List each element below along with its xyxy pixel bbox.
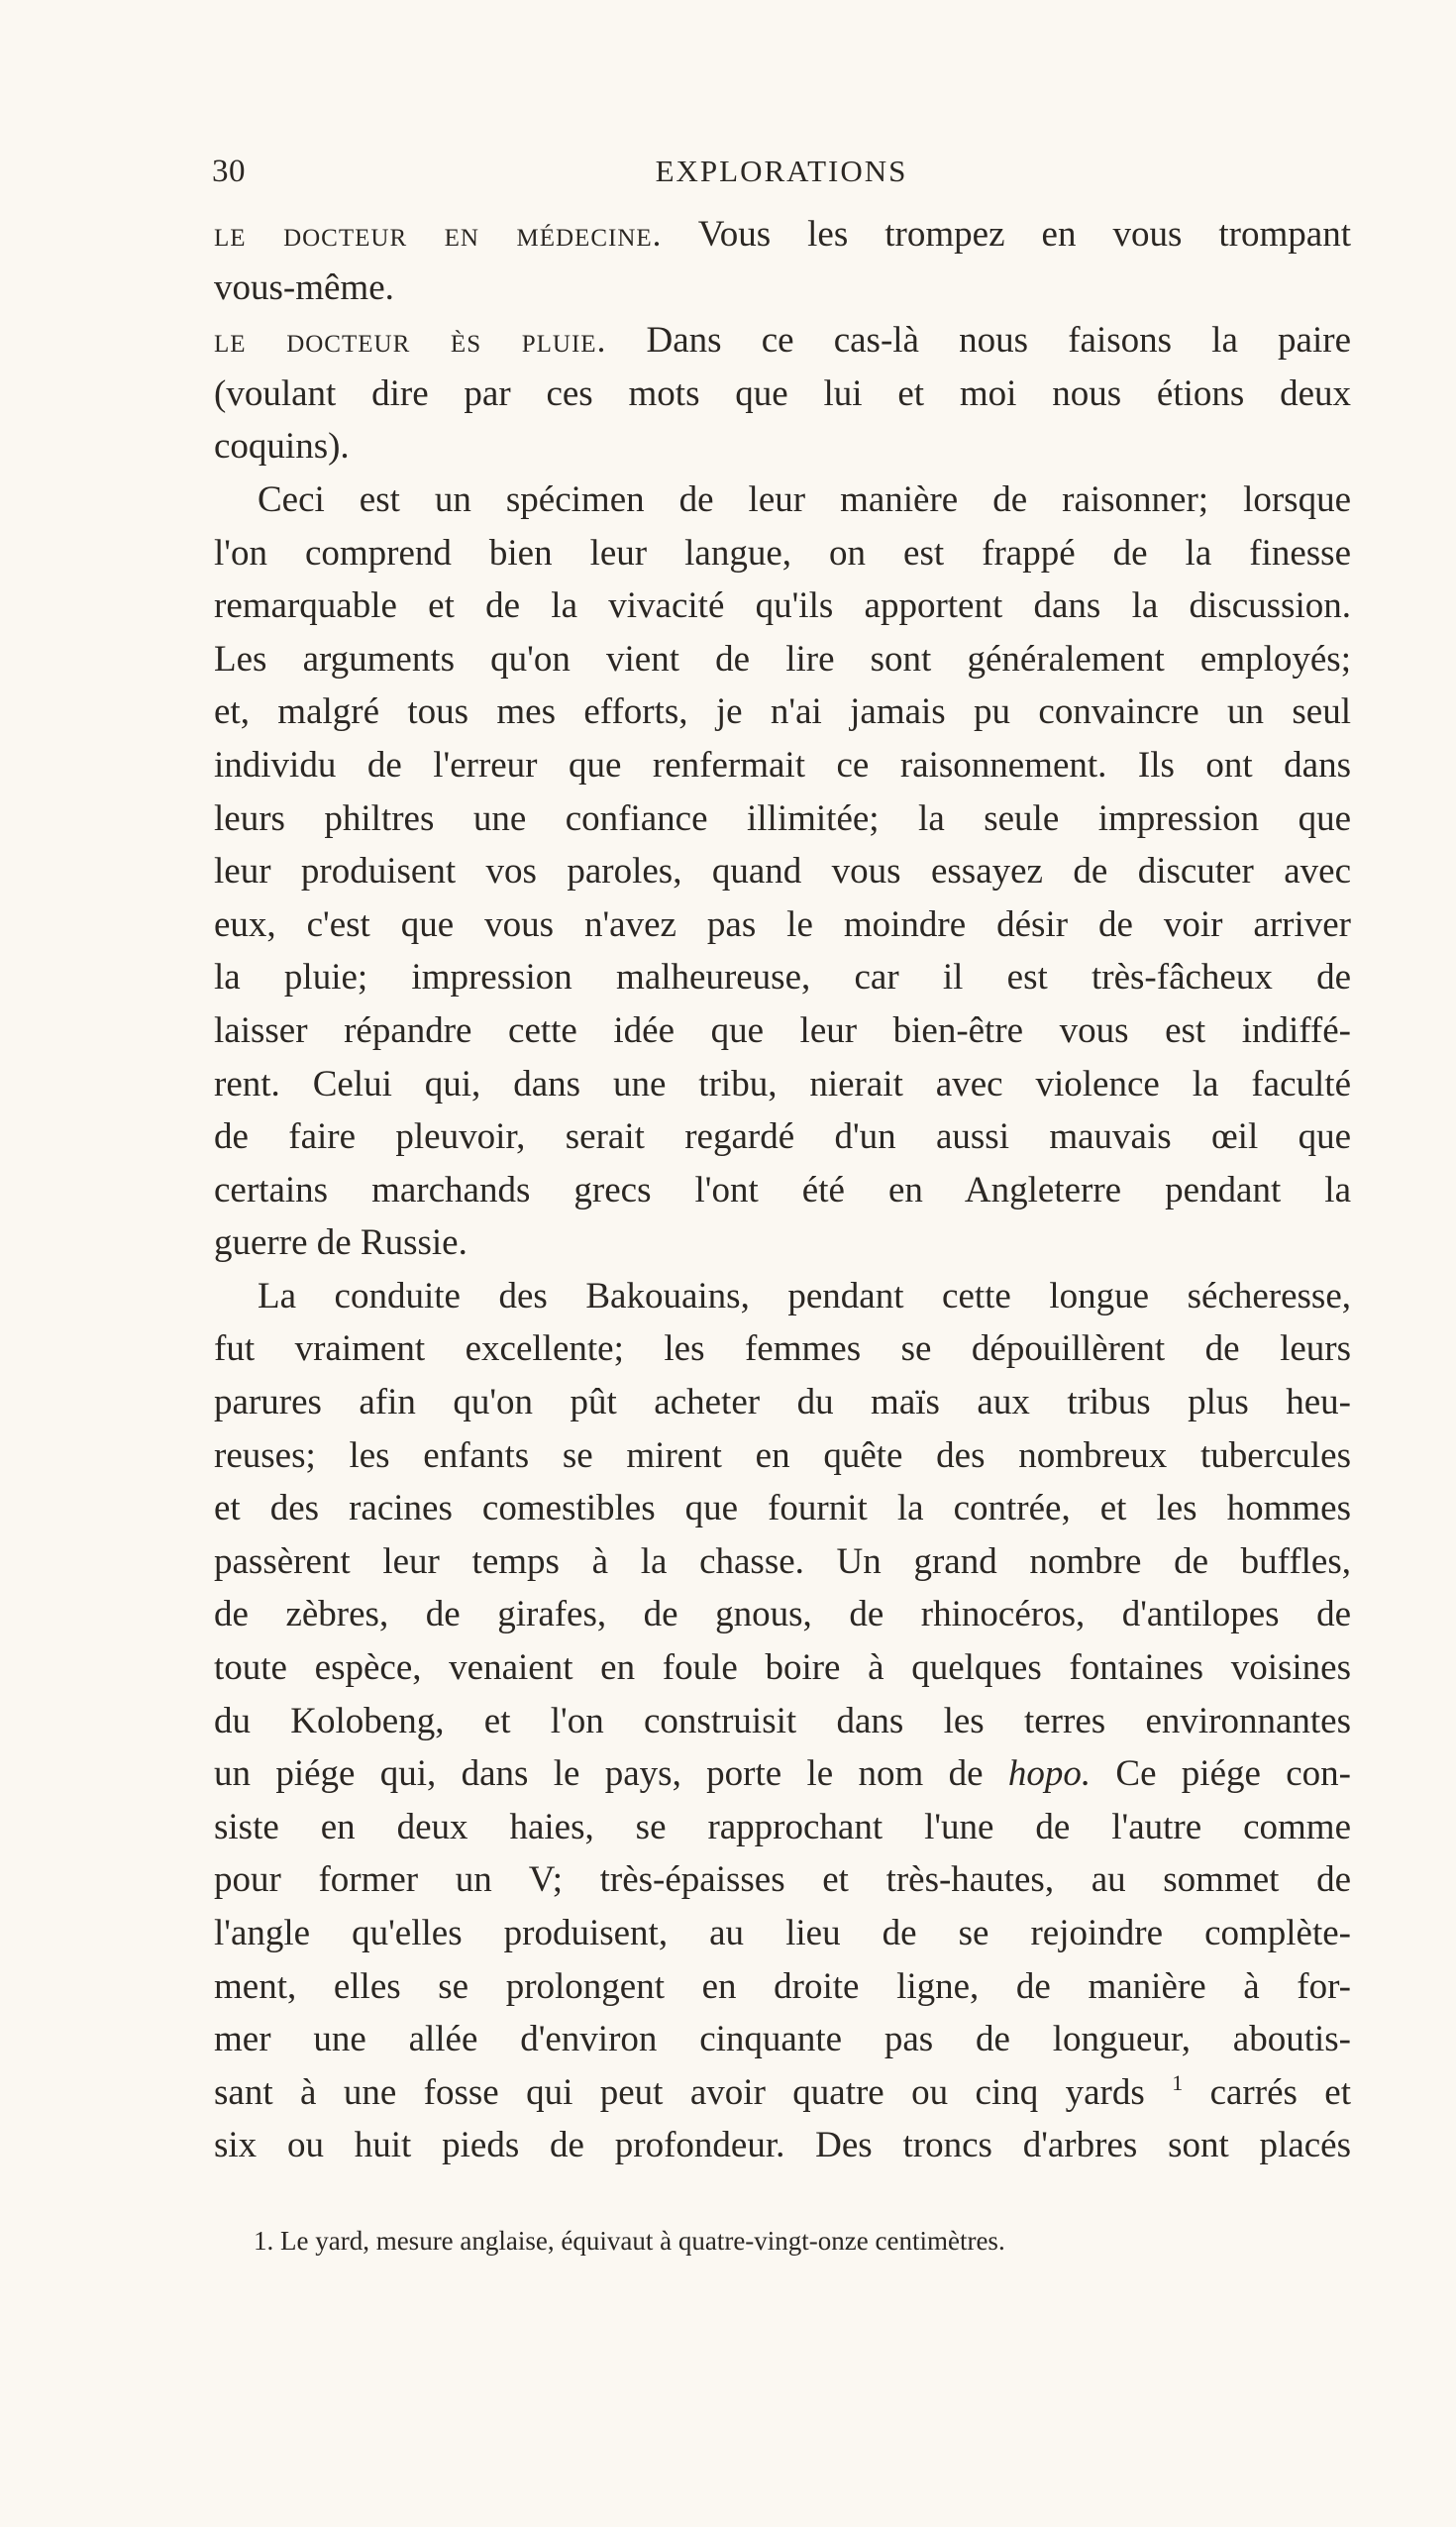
text-line: la pluie; impression malheureuse, car il est très-fâcheux de xyxy=(214,957,1351,999)
text-line: (voulant dire par ces mots que lui et moi nous étions deux xyxy=(214,372,1351,414)
dialogue-text: Dans ce cas-là nous faisons la paire xyxy=(606,320,1351,362)
text-segment: un piége qui, dans le pays, porte le nom de xyxy=(214,1753,1008,1795)
dialogue-text: Vous les trompez en vous trompant xyxy=(662,214,1351,255)
text-line: leurs philtres une confiance illimitée; la seule impression que xyxy=(214,797,1351,839)
text-line: guerre de Russie. xyxy=(214,1222,468,1264)
text-line: certains marchands grecs l'ont été en Angleterre pendant la xyxy=(214,1169,1351,1211)
text-line: Ceci est un spécimen de leur manière de raisonner; lorsque xyxy=(258,478,1351,520)
speaker-label: le docteur ès pluie. xyxy=(214,321,607,361)
text-line: vous-même. xyxy=(214,266,394,308)
text-line: parures afin qu'on pût acheter du maïs aux tribus plus heu- xyxy=(214,1382,1351,1423)
text-line: leur produisent vos paroles, quand vous essayez de discuter avec xyxy=(214,851,1351,893)
text-line: de faire pleuvoir, serait regardé d'un aussi mauvais œil que xyxy=(214,1116,1351,1158)
running-title: EXPLORATIONS xyxy=(655,154,908,188)
text-line: rent. Celui qui, dans une tribu, nierait avec violence la faculté xyxy=(214,1063,1351,1105)
italic-term: hopo. xyxy=(1007,1753,1092,1795)
text-line: remarquable et de la vivacité qu'ils apportent dans la discussion. xyxy=(214,585,1351,627)
text-line: laisser répandre cette idée que leur bien-être vous est indiffé- xyxy=(214,1009,1351,1051)
text-line: siste en deux haies, se rapprochant l'une de l'autre comme xyxy=(214,1806,1351,1847)
text-line xyxy=(214,2066,1351,2120)
body-text xyxy=(214,208,1351,2172)
text-line: toute espèce, venaient en foule boire à quelques fontaines voisines xyxy=(214,1647,1351,1689)
text-line: six ou huit pieds de profondeur. Des troncs d'arbres sont placés xyxy=(214,2125,1351,2166)
text-line: fut vraiment excellente; les femmes se dépouillèrent de leurs xyxy=(214,1328,1351,1370)
text-line: La conduite des Bakouains, pendant cette longue sécheresse, xyxy=(258,1275,1351,1316)
text-line: de zèbres, de girafes, de gnous, de rhinocéros, d'antilopes de xyxy=(214,1594,1351,1635)
text-line xyxy=(214,314,1351,368)
speaker-label: le docteur en médecine. xyxy=(214,215,663,254)
page-number: 30 xyxy=(212,154,246,189)
text-line: individu de l'erreur que renfermait ce raisonnement. Ils ont dans xyxy=(214,744,1351,786)
text-segment: sant à une fosse qui peut avoir quatre ou cinq yards xyxy=(214,2071,1173,2113)
text-line: Les arguments qu'on vient de lire sont généralement employés; xyxy=(214,638,1351,680)
text-line: reuses; les enfants se mirent en quête des nombreux tubercules xyxy=(214,1434,1351,1476)
text-line: ment, elles se prolongent en droite ligne, de manière à for- xyxy=(214,1965,1351,2007)
text-line: eux, c'est que vous n'avez pas le moindre désir de voir arriver xyxy=(214,903,1351,945)
text-line: mer une allée d'environ cinquante pas de longueur, aboutis- xyxy=(214,2019,1351,2060)
text-segment: carrés et xyxy=(1183,2071,1351,2113)
text-line: l'on comprend bien leur langue, on est frappé de la finesse xyxy=(214,532,1351,574)
text-line xyxy=(214,1747,1351,1801)
page-header xyxy=(212,154,1351,203)
text-line: l'angle qu'elles produisent, au lieu de se rejoindre complète- xyxy=(214,1913,1351,1953)
text-line xyxy=(214,208,1351,262)
footnote: 1. Le yard, mesure anglaise, équivaut à quatre-vingt-onze centimètres. xyxy=(254,2226,1005,2256)
text-line: du Kolobeng, et l'on construisit dans les terres environnantes xyxy=(214,1700,1351,1741)
text-segment: Ce piége con- xyxy=(1091,1753,1351,1795)
text-line: et des racines comestibles que fournit la contrée, et les hommes xyxy=(214,1488,1351,1529)
text-line: passèrent leur temps à la chasse. Un grand nombre de buffles, xyxy=(214,1540,1351,1582)
text-line: pour former un V; très-épaisses et très-hautes, au sommet de xyxy=(214,1859,1351,1901)
text-line: et, malgré tous mes efforts, je n'ai jamais pu convaincre un seul xyxy=(214,691,1351,733)
text-line: coquins). xyxy=(214,426,350,468)
footnote-marker: 1 xyxy=(1172,2069,1184,2095)
